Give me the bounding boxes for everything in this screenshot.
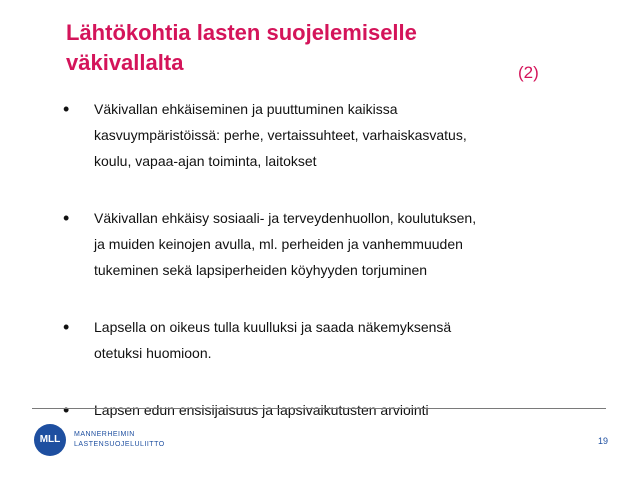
slide-title-line: väkivallalta xyxy=(66,50,184,75)
mll-logo xyxy=(34,424,164,460)
bullet-icon: • xyxy=(63,99,70,119)
bullet-item xyxy=(62,397,562,423)
bullet-item xyxy=(62,96,562,174)
bullet-text-line: koulu, vapaa-ajan toiminta, laitokset xyxy=(94,153,317,169)
bullet-text-line: Väkivallan ehkäisy sosiaali- ja terveydenhuollon, koulutuksen, xyxy=(94,210,477,226)
bullet-text-line: kasvuympäristöissä: perhe, vertaissuhteet, varhaiskasvatus, xyxy=(94,127,467,143)
bullet-text-line: tukeminen sekä lapsiperheiden köyhyyden torjuminen xyxy=(94,262,428,278)
bullet-text-line: Väkivallan ehkäiseminen ja puuttuminen kaikissa xyxy=(94,101,398,117)
bullet-item xyxy=(62,205,562,283)
mll-logo-wordmark xyxy=(74,430,165,450)
bullet-icon: • xyxy=(63,317,70,337)
mll-logo-badge: MLL xyxy=(34,424,66,456)
bullet-text-line: ja muiden keinojen avulla, ml. perheiden ja vanhemmuuden xyxy=(94,236,463,252)
bullet-text-line: otetuksi huomioon. xyxy=(94,345,212,361)
page-number: 19 xyxy=(597,436,608,446)
slide-title xyxy=(66,18,546,78)
bullet-text-line: Lapsen edun ensisijaisuus ja lapsivaikutusten arviointi xyxy=(94,402,429,418)
footer-divider xyxy=(32,408,606,409)
bullet-icon: • xyxy=(63,400,70,420)
bullet-text-line: Lapsella on oikeus tulla kuulluksi ja saada näkemyksensä xyxy=(94,319,452,335)
bullet-item xyxy=(62,314,562,366)
bullet-list xyxy=(62,96,562,454)
logo-text-line: LASTENSUOJELULIITTO xyxy=(74,441,165,448)
bullet-icon: • xyxy=(63,208,70,228)
logo-text-line: MANNERHEIMIN xyxy=(74,431,135,438)
slide-title-line: Lähtökohtia lasten suojelemiselle xyxy=(66,20,417,45)
slide-title-part-marker: (2) xyxy=(518,63,539,82)
